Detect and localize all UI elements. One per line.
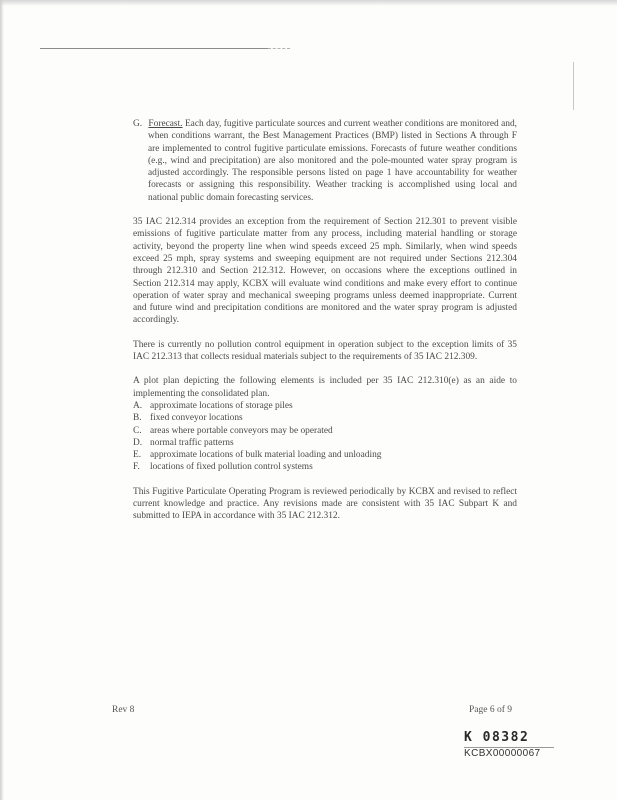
list-item [133,437,517,449]
list-text: locations of fixed pollution control systems [150,462,313,473]
header-rule [40,48,268,49]
paragraph-plot-plan: A plot plan depicting the following elements is included per 35 IAC 212.310(e) as an aide to implementing the consolidated plan. [133,376,517,399]
scan-edge-top [0,0,617,6]
list-letter: D. [133,437,143,448]
paragraph-exception: 35 IAC 212.314 provides an exception from the requirement of Section 212.301 to prevent visible emissions of fugitive particulate matter from any process, including material handling or storage activity, beyond the property line when wind speeds exceed 25 mph. Similarly, when wind speeds exceed 25 mph, spray systems and sweeping equipment are not required under Sections 212.304 through 212.310 and Section 212.312. However, on occasions where the exceptions outlined in Section 212.314 may apply, KCBX will evaluate wind conditions and make every effort to continue operation of water spray and mechanical sweeping programs unless deemed inappropriate. Current and future wind and precipitation conditions are monitored and the water spray program is adjusted accordingly. [133,217,517,326]
section-label: G. [133,119,143,129]
list-letter: B. [133,413,142,424]
list-letter: F. [133,462,140,473]
list-letter: E. [133,450,142,461]
list-letter: C. [133,425,142,436]
list-item [133,400,517,412]
section-text: Each day, fugitive particulate sources and current weather conditions are monitored and, when conditions warrant, the Best Management Practices (BMP) listed in Sections A through F are implemented to control fugitive particulate emissions. Forecasts of future weather conditions (e.g., wind and precipitation) are also monitored and the pole-mounted water spray program is adjusted accordingly. The responsible persons listed on page 1 have accountability for weather forecasts or assigning this responsibility. Weather tracking is accomplished using local and national public domain forecasting services. [148,119,518,203]
paragraph-review: This Fugitive Particulate Operating Program is reviewed periodically by KCBX and revised to reflect current knowledge and practice. Any revisions made are consistent with 35 IAC Subpart K and submitted to IEPA in accordance with 35 IAC 212.312. [133,486,517,522]
list-item [133,425,517,437]
list-item [133,461,517,473]
footer-page-number: Page 6 of 9 [469,705,513,715]
list-text: areas where portable conveyors may be operated [150,425,333,436]
margin-mark [573,62,574,110]
scan-edge-left [0,0,4,800]
list-text: approximate locations of bulk material loading and unloading [150,450,382,461]
stamp-number: K 08382 [464,730,530,745]
list-letter: A. [133,400,143,411]
list-text: fixed conveyor locations [150,413,243,424]
document-body [133,118,517,535]
list-item [133,449,517,461]
plot-plan-list [133,400,517,474]
header-rule-dash [268,48,290,49]
paragraph-pollution-control: There is currently no pollution control equipment in operation subject to the exception limits of 35 IAC 212.313 that collects residual materials subject to the requirements of 35 IAC 212.309. [133,339,517,363]
list-item [133,412,517,424]
section-heading: Forecast. [148,119,183,129]
list-text: normal traffic patterns [150,437,234,448]
bates-number: KCBX00000067 [464,748,541,759]
paragraph-forecast [133,118,517,204]
list-text: approximate locations of storage piles [150,400,293,411]
footer-revision: Rev 8 [112,705,135,715]
